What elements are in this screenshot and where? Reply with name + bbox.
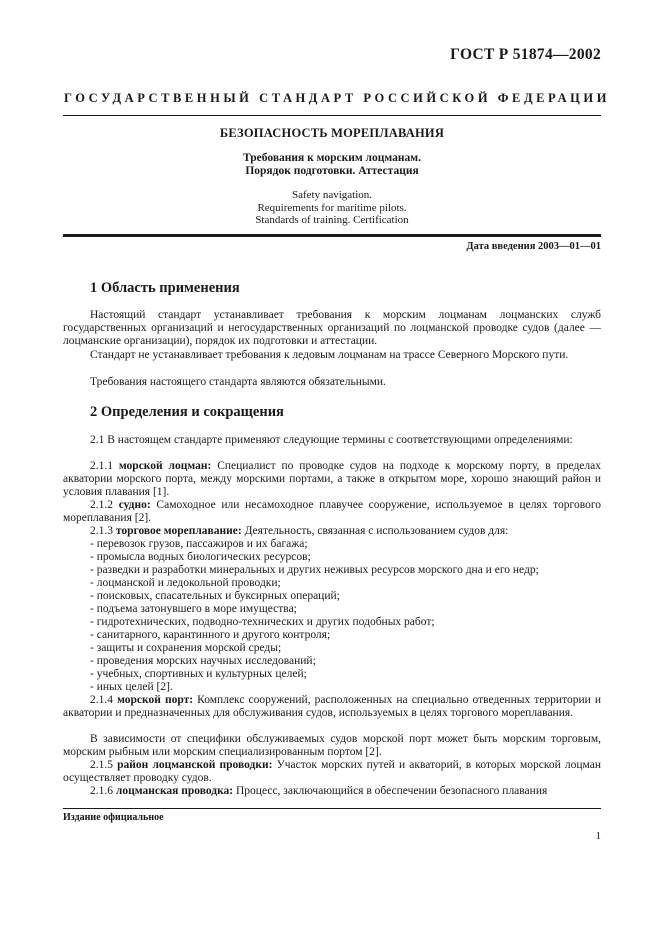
definition-2-1-2: 2.1.2 судно: Самоходное или несамоходное плавучее сооружение, используемое в целях торгового мореплавания [2]. [63,499,602,524]
section-1-paragraph-1: Настоящий стандарт устанавливает требования к морским лоцманам лоцманских служб государственных организаций и негосударственных организаций по лоцманской проводке судов (далее — лоцманские организации), порядок их подготовки и аттестации. [63,309,601,347]
definition-2-1-4: 2.1.4 морской порт: Комплекс сооружений, расположенных на специально отведенных территории и акватории и предназначенных для обслуживания судов, используемых в целях торгового мореплавания. [63,694,602,719]
definition-2-1-3: 2.1.3 торговое мореплавание: Деятельность, связанная с использованием судов для: [90,525,509,537]
document-main-title: БЕЗОПАСНОСТЬ МОРЕПЛАВАНИЯ [219,126,445,140]
section-2-heading: 2 Определения и сокращения [90,404,284,420]
section-1-paragraph-2: Стандарт не устанавливает требования к ледовым лоцманам на трассе Северного Морского пути. [90,349,569,361]
definition-2-1-6: 2.1.6 лоцманская проводка: Процесс, заключающийся в обеспечении безопасного плавания [90,785,548,797]
term-pilotage: лоцманская проводка: [115,785,234,797]
section-1-paragraph-3: Требования настоящего стандарта являются обязательными. [90,376,386,388]
list-item: - подъема затонувшего в море имущества; [90,603,297,615]
english-title [63,189,601,227]
term-seaport: морской порт: [117,694,194,706]
definition-2-1-1: 2.1.1 морской лоцман: Специалист по проводке судов на подходе к морскому порту, в пределах акватории морского порта, между морскими портами, а также в открытом море, хорошо знающий район и условия плавания [1]. [63,460,601,498]
term-pilotage-area: район лоцманской проводки: [117,759,273,771]
english-title-line-3: Standards of training. Certification [255,214,409,226]
footer-rule [63,808,601,809]
list-item: - перевозок грузов, пассажиров и их багажа; [90,538,308,550]
list-item: - промысла водных биологических ресурсов; [90,551,311,563]
top-rule [63,115,601,116]
section-1-heading: 1 Область применения [90,280,240,296]
paragraph-2-1: 2.1 В настоящем стандарте применяют следующие термины с соответствующими определениями: [90,434,573,446]
paragraph-port-types: В зависимости от специфики обслуживаемых судов морской порт может быть морским торговым, морским рыбным или морским специализированным портом [2]. [63,733,601,758]
english-title-line-1: Safety navigation. [291,189,373,201]
document-code: ГОСТ Р 51874—2002 [450,46,601,63]
thick-rule [63,234,601,237]
list-item: - проведения морских научных исследований; [90,655,316,667]
english-title-line-2: Requirements for maritime pilots. [257,201,407,214]
introduction-date: Дата введения 2003—01—01 [466,241,601,252]
list-item: - защиты и сохранения морской среды; [90,642,282,654]
term-merchant-shipping: торговое мореплавание: [115,525,242,537]
state-standard-title: ГОСУДАРСТВЕННЫЙ СТАНДАРТ РОССИЙСКОЙ ФЕДЕРАЦИИ [64,91,610,105]
document-subtitle [63,152,601,178]
list-item: - учебных, спортивных и культурных целей; [90,668,307,680]
list-item: - гидротехнических, подводно-технических и других подобных работ; [90,616,435,628]
subtitle-line-1: Требования к морским лоцманам. [243,152,421,164]
definition-2-1-5: 2.1.5 район лоцманской проводки: Участок морских путей и акваторий, в которых морской лоцман осуществляет проводку судов. [63,759,602,784]
list-item: - поисковых, спасательных и буксирных операций; [90,590,340,602]
page-number: 1 [595,830,601,842]
list-item: - иных целей [2]. [90,681,173,693]
list-item: - разведки и разработки минеральных и других неживых ресурсов морского дна и его недр; [90,564,539,576]
list-item: - лоцманской и ледокольной проводки; [90,577,281,589]
official-edition-label: Издание официальное [63,812,164,823]
term-vessel: судно: [118,499,151,511]
term-maritime-pilot: морской лоцман: [118,460,212,472]
list-item: - санитарного, карантинного и другого контроля; [90,629,331,641]
subtitle-line-2: Порядок подготовки. Аттестация [245,165,419,177]
